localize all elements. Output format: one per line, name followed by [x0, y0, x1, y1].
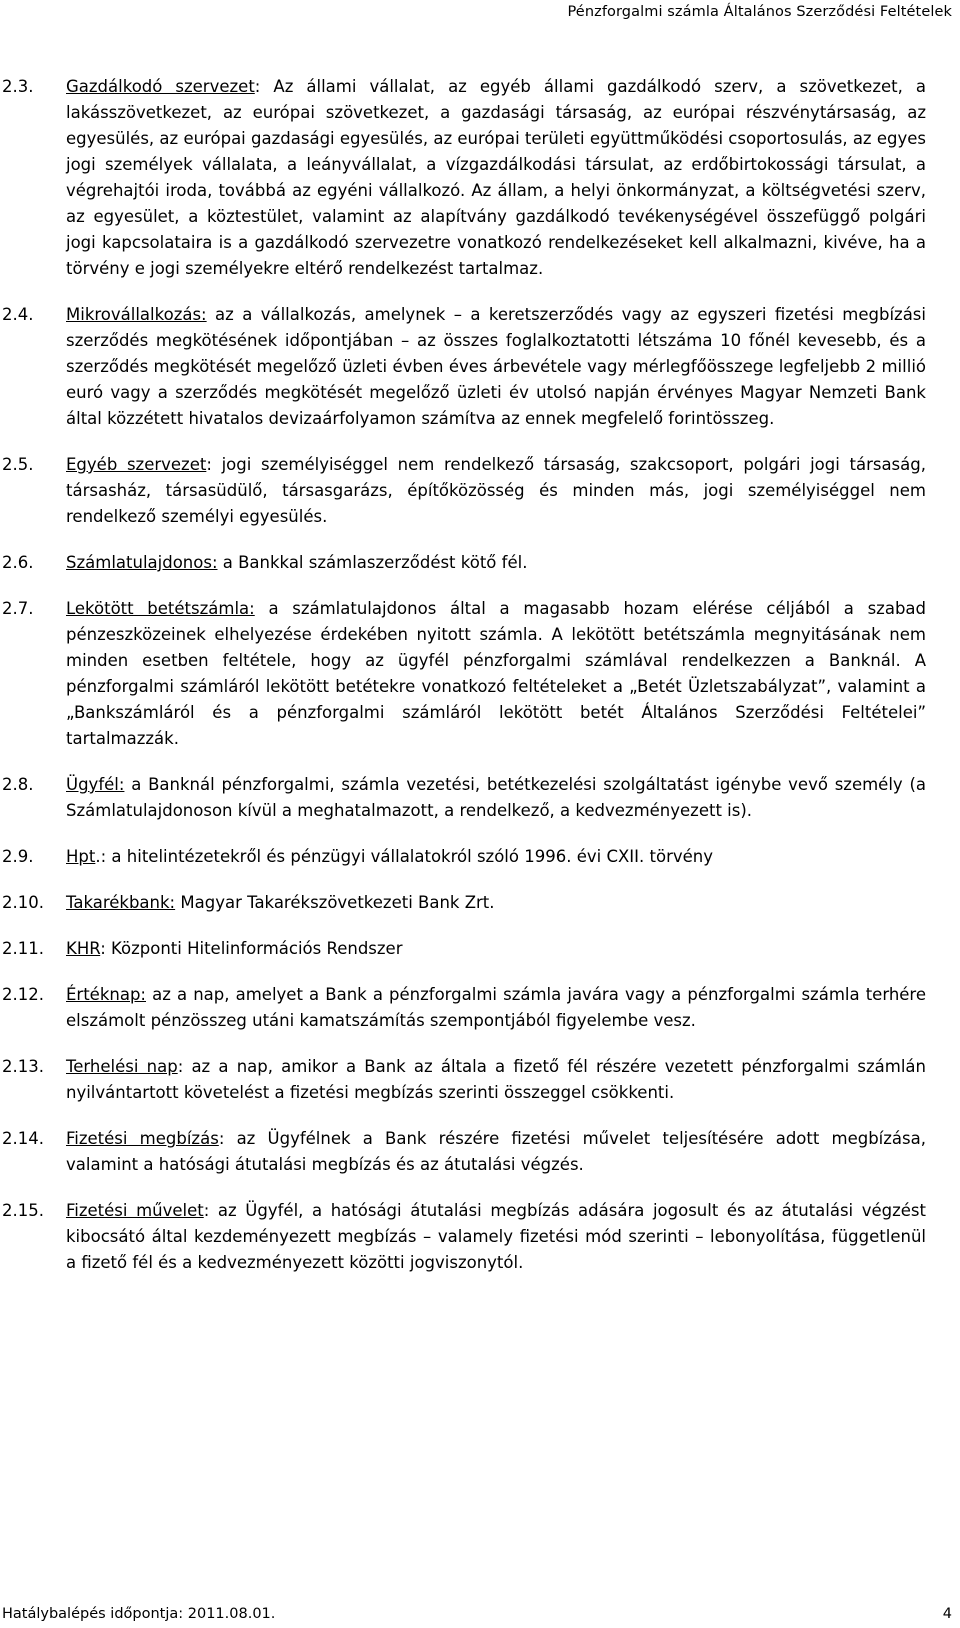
defined-term: Fizetési művelet	[66, 1201, 204, 1220]
defined-term: KHR	[66, 939, 101, 958]
effective-date: Hatálybalépés időpontja: 2011.08.01.	[2, 1606, 276, 1622]
definition-item-2-11	[0, 936, 960, 962]
definition-text: Központi Hitelinformációs Rendszer	[111, 939, 403, 958]
item-body	[66, 982, 926, 1034]
definition-item-2-3	[0, 74, 960, 282]
item-body	[66, 596, 926, 752]
definition-text: a hitelintézetekről és pénzügyi vállalatokról szóló 1996. évi CXII. törvény	[111, 847, 713, 866]
definition-text: az a vállalkozás, amelynek – a keretszerződés vagy az egyszeri fizetési megbízási szerződés megkötésének időpontjában – az összes foglalkoztatotti létszáma 10 főnél kevesebb, és a szerződés megkötését megelőző üzleti évben éves árbevétele vagy mérlegfőösszege legfeljebb 2 millió euró vagy a szerződés megkötését megelőző üzleti év utolsó napján érvényes Magyar Nemzeti Bank által közzétett hivatalos devizaárfolyamon számítva az ennek megfelelő forintösszeg.	[66, 305, 926, 428]
term-separator: :	[177, 1057, 192, 1076]
item-number: 2.3.	[2, 77, 34, 96]
definition-item-2-4	[0, 302, 960, 432]
definition-item-2-7	[0, 596, 960, 752]
item-body	[66, 890, 926, 916]
defined-term: Értéknap:	[66, 985, 146, 1004]
item-number: 2.9.	[2, 847, 34, 866]
item-body	[66, 74, 926, 282]
definition-item-2-14	[0, 1126, 960, 1178]
item-number: 2.7.	[2, 599, 34, 618]
definition-item-2-9	[0, 844, 960, 870]
definition-item-2-6	[0, 550, 960, 576]
item-body	[66, 772, 926, 824]
defined-term: Lekötött betétszámla:	[66, 599, 255, 618]
term-separator	[207, 305, 215, 324]
definition-item-2-12	[0, 982, 960, 1034]
item-body	[66, 302, 926, 432]
item-number: 2.13.	[2, 1057, 44, 1076]
item-number: 2.15.	[2, 1201, 44, 1220]
defined-term: Egyéb szervezet	[66, 455, 207, 474]
term-separator: :	[254, 77, 274, 96]
defined-term: Mikrovállalkozás:	[66, 305, 207, 324]
defined-term: Takarékbank:	[66, 893, 176, 912]
definition-text: Az állami vállalat, az egyéb állami gazdálkodó szerv, a szövetkezet, a lakásszövetkezet, az európai szövetkezet, a gazdasági társaság, az európai részvénytársaság, az egyesülés, az európai gazdasági egyesülés, az európai területi együttműködési csoportosulás, az egyes jogi személyek vállalata, a leányvállalat, a vízgazdálkodási társulat, az erdőbirtokossági társulat, a végrehajtói iroda, továbbá az egyéni vállalkozó. Az állam, a helyi önkormányzat, a költségvetési szerv, az egyesület, a köztestület, valamint az alapítvány gazdálkodó tevékenységével összefüggő polgári jogi kapcsolataira is a gazdálkodó szervezetre vonatkozó rendelkezéseket kell alkalmazni, kivéve, ha a törvény e jogi személyekre eltérő rendelkezést tartalmaz.	[66, 77, 927, 278]
item-number: 2.11.	[2, 939, 44, 958]
item-body	[66, 1054, 926, 1106]
definition-item-2-5	[0, 452, 960, 530]
item-body	[66, 936, 926, 962]
item-number: 2.8.	[2, 775, 34, 794]
definition-text: az a nap, amikor a Bank az általa a fizető fél részére vezetett pénzforgalmi számlán nyilvántartott követelést a fizetési megbízás szerinti összeggel csökkenti.	[66, 1057, 926, 1102]
defined-term: Számlatulajdonos:	[66, 553, 218, 572]
defined-term: Hpt	[66, 847, 96, 866]
defined-term: Gazdálkodó szervezet	[66, 77, 255, 96]
item-body	[66, 452, 926, 530]
item-number: 2.12.	[2, 985, 44, 1004]
item-number: 2.10.	[2, 893, 44, 912]
definition-text: a Banknál pénzforgalmi, számla vezetési, betétkezelési szolgáltatást igénybe vevő személy (a Számlatulajdonoson kívül a meghatalmazott, a rendelkező, a kedvezményezett is).	[66, 775, 926, 820]
definition-text: az Ügyfélnek a Bank részére fizetési művelet teljesítésére adott megbízása, valamint a hatósági átutalási megbízás és az átutalási végzés.	[66, 1129, 926, 1174]
term-separator	[255, 599, 269, 618]
definition-item-2-15	[0, 1198, 960, 1276]
term-separator: :	[218, 1129, 237, 1148]
item-body	[66, 1126, 926, 1178]
term-separator: :	[206, 455, 222, 474]
definitions-list	[0, 74, 960, 1296]
item-body	[66, 844, 926, 870]
defined-term: Terhelési nap	[66, 1057, 178, 1076]
term-separator: :	[203, 1201, 218, 1220]
definition-text: Magyar Takarékszövetkezeti Bank Zrt.	[180, 893, 495, 912]
definition-text: a Bankkal számlaszerződést kötő fél.	[222, 553, 528, 572]
page-number: 4	[942, 1606, 952, 1622]
item-number: 2.5.	[2, 455, 34, 474]
definition-item-2-13	[0, 1054, 960, 1106]
item-number: 2.6.	[2, 553, 34, 572]
item-body	[66, 1198, 926, 1276]
defined-term: Fizetési megbízás	[66, 1129, 219, 1148]
definition-item-2-10	[0, 890, 960, 916]
definition-text: az Ügyfél, a hatósági átutalási megbízás adására jogosult és az átutalási végzést kibocsátó által kezdeményezett megbízás – valamely fizetési mód szerinti – lebonyolítása, függetlenül a fizető fél és a kedvezményezett közötti jogviszonytól.	[66, 1201, 926, 1272]
definition-text: jogi személyiséggel nem rendelkező társaság, szakcsoport, polgári jogi társaság, társasház, társasüdülő, társasgarázs, építőközösség és minden más, jogi személyiséggel nem rendelkező személyi egyesülés.	[66, 455, 926, 526]
item-number: 2.4.	[2, 305, 34, 324]
document-header-title: Pénzforgalmi számla Általános Szerződési Feltételek	[567, 4, 952, 20]
defined-term: Ügyfél:	[66, 775, 125, 794]
item-number: 2.14.	[2, 1129, 44, 1148]
definition-item-2-8	[0, 772, 960, 824]
item-body	[66, 550, 926, 576]
definition-text: a számlatulajdonos által a magasabb hozam elérése céljából a szabad pénzeszközeinek elhelyezése érdekében nyitott számla. A lekötött betétszámla megnyitásának nem minden esetben feltétele, hogy az ügyfél pénzforgalmi számlával rendelkezzen a Banknál. A pénzforgalmi számláról lekötött betétekre vonatkozó feltételeket a „Betét Üzletszabályzat”, valamint a „Bankszámláról és a pénzforgalmi számláról lekötött betét Általános Szerződési Feltételei” tartalmazzák.	[66, 599, 927, 748]
term-separator: .:	[95, 847, 112, 866]
term-separator: :	[100, 939, 111, 958]
definition-text: az a nap, amelyet a Bank a pénzforgalmi számla javára vagy a pénzforgalmi számla terhére elszámolt pénzösszeg utáni kamatszámítás szempontjából figyelembe vesz.	[66, 985, 927, 1030]
